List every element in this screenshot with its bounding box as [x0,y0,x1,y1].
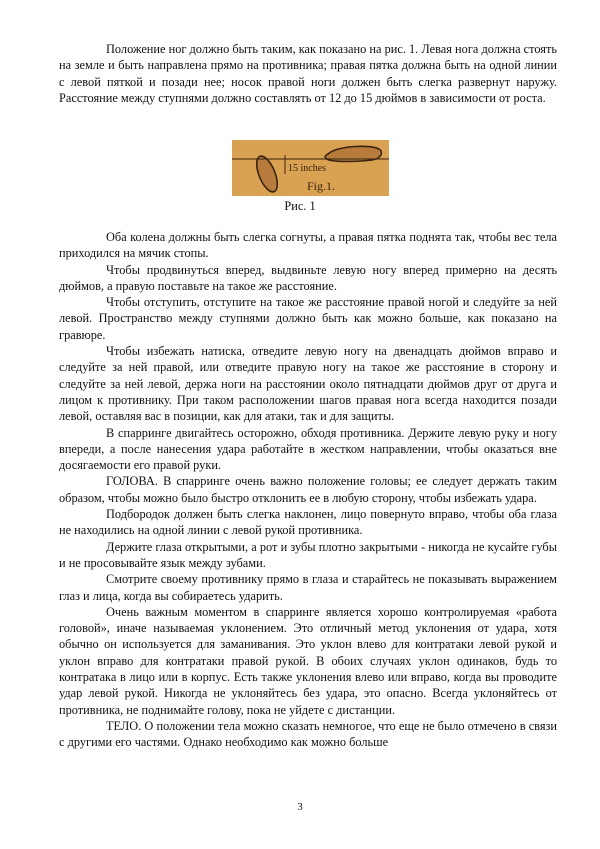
paragraph-avoid-rush: Чтобы избежать натиска, отведите левую ногу на двенадцать дюймов вправо и следуйте за ней правой, или отведите правую ногу на такое же расстояние в сторону и следуйте за ней левой, держа ноги на расстоянии около пятнадцати дюймов друг от друга и лицом к противнику. При таком расположении шагов правая нога всегда находится позади левой, оставляя вас в позиции, как для атаки, так и для защиты. [59,344,557,424]
paragraph-body: ТЕЛО. О положении тела можно сказать немногое, что еще не было отмечено в связи с другими его частями. Однако необходимо как можно больше [59,718,557,750]
paragraph-head: ГОЛОВА. В спарринге очень важно положение головы; ее следует держать таким образом, чтобы можно было быстро отклонить ее в любую сторону, чтобы избежать удара. [59,474,557,505]
paragraph-retreat: Чтобы отступить, отступите на такое же расстояние правой ногой и следуйте за ней левой. Пространство между ступнями должно быть как можно больше, как показано на гравюре. [59,295,557,342]
figure-1-engraving [232,140,389,196]
paragraph-knees: Оба колена должны быть слегка согнуты, а правая пятка поднята так, чтобы вес тела приходился на мячик стопы. [59,230,557,261]
paragraph-head-work: Очень важным моментом в спарринге является хорошо контролируемая «работа головой», иначе называемая уклонением. Это отличный метод уклонения от удара, хотя обычно он используется для заманивания. Это уклон влево для контратаки левой рукой и уклон вправо для контратаки правой рукой. В обоих случаях уклон одинаков, будь то контратака в лицо или в корпус. Есть также уклонения влево или вправо, когда вы проводите удар левой рукой. Никогда не уклоняйтесь без удара, это опасно. Всегда уклоняйтесь от противника, не поднимайте голову, пока не уйдете с дистанции. [59,604,557,717]
top-text-block [59,41,557,106]
page-number: 3 [297,801,303,813]
paragraph-eyes: Держите глаза открытыми, а рот и зубы плотно закрытыми - никогда не кусайте губы и не просовывайте язык между зубами. [59,539,557,570]
paragraph-chin: Подбородок должен быть слегка наклонен, лицо повернуто вправо, чтобы оба глаза не находились на одной линии с левой рукой противника. [59,507,557,538]
paragraph-sparring-movement: В спарринге двигайтесь осторожно, обходя противника. Держите левую руку и ногу впереди, а после нанесения удара работайте в жестком направлении, чтобы оказаться вне досягаемости его правой руки. [59,425,557,473]
figure-caption: Рис. 1 [284,199,316,213]
figure-number-label: Fig.1. [307,179,336,193]
paragraph-feet-position: Положение ног должно быть таким, как показано на рис. 1. Левая нога должна стоять на земле и быть направлена прямо на противника; правая пятка должна быть на одной линии с левой пяткой и позади нее; носок правой ноги должен быть слегка развернут наружу. Расстояние между ступнями должно составлять от 12 до 15 дюймов в зависимости от роста. [59,42,557,105]
main-text-block [59,229,557,751]
paragraph-advance: Чтобы продвинуться вперед, выдвиньте левую ногу вперед примерно на десять дюймов, а правую поставьте на такое же расстояние. [59,262,557,293]
feet-diagram-svg [232,140,389,196]
distance-label: 15 inches [288,163,327,174]
paragraph-look-opponent: Смотрите своему противнику прямо в глаза и старайтесь не показывать выражением глаз и лица, когда вы собираетесь ударить. [59,572,557,603]
